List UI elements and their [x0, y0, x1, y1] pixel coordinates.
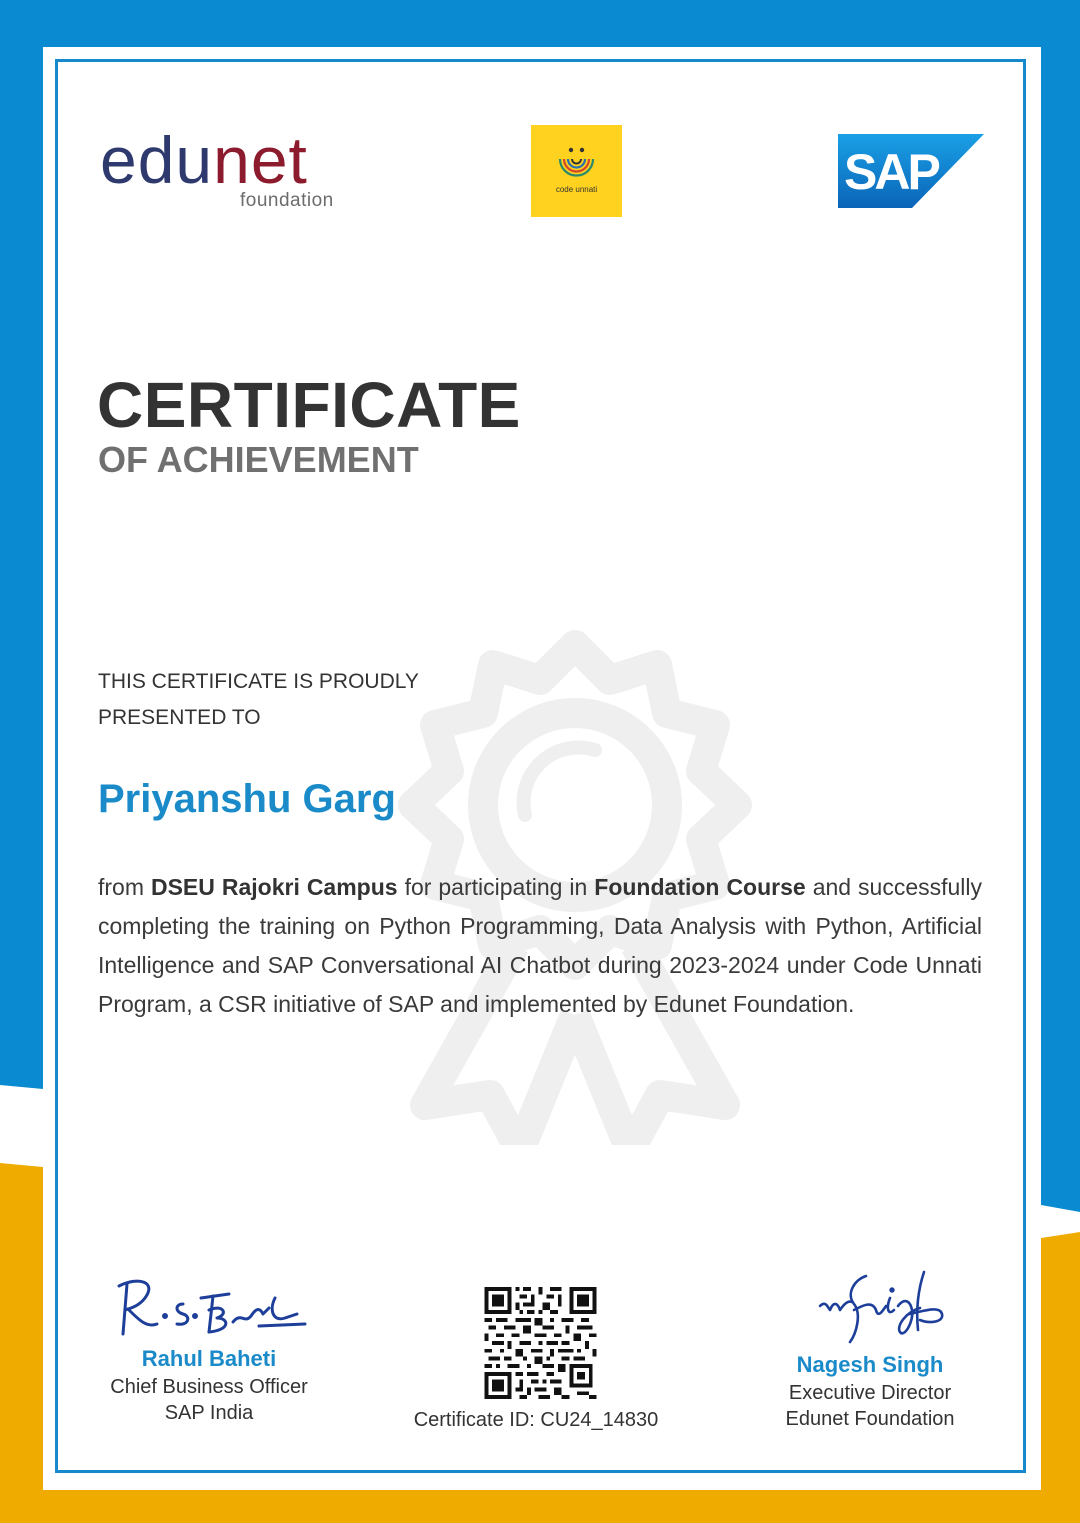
code-unnati-text: code unnati — [555, 185, 598, 194]
sap-logo — [838, 134, 984, 208]
signature-nagesh-singh-icon — [770, 1270, 970, 1348]
body-course: Foundation Course — [594, 874, 806, 900]
signatory-left-name: Rahul Baheti — [141, 1346, 277, 1371]
code-unnati-logo — [531, 125, 622, 217]
presented-to-label — [98, 664, 498, 736]
edunet-foundation-logo — [100, 120, 360, 220]
signature-rahul-baheti-icon — [109, 1270, 309, 1342]
signatory-left-org: SAP India — [164, 1402, 254, 1424]
signatory-right-role: Executive Director — [788, 1382, 952, 1404]
signatory-left-role: Chief Business Officer — [110, 1376, 308, 1398]
inner-border — [55, 59, 1026, 1473]
edunet-wordmark — [100, 120, 308, 200]
presented-line-2: PRESENTED TO — [98, 706, 261, 729]
signatory-left — [59, 1270, 359, 1426]
body-for: for participating in — [404, 874, 588, 900]
edunet-word-part2: net — [213, 123, 308, 197]
certificate-title: CERTIFICATE — [97, 369, 521, 441]
body-rest: and successfully completing the training on Python Programming, Data Analysis with Python, Artificial Intelligence and SAP Conversational AI Chatbot during 2023-2024 under Code Unnati Program, a CSR initiative of SAP and implemented by Edunet Foundation. — [98, 874, 983, 1017]
certificate-subtitle: OF ACHIEVEMENT — [98, 439, 419, 480]
signatory-right — [720, 1270, 1020, 1432]
body-from: from — [98, 874, 144, 900]
certificate-id: Certificate ID: CU24_14830 — [413, 1409, 659, 1431]
body-campus: DSEU Rajokri Campus — [150, 874, 398, 900]
edunet-word-part1: edu — [100, 123, 214, 197]
certificate-body — [98, 868, 982, 1024]
code-unnati-emblem-icon — [531, 125, 622, 217]
signatory-right-name: Nagesh Singh — [796, 1352, 944, 1377]
presented-line-1: THIS CERTIFICATE IS PROUDLY — [98, 670, 419, 693]
signatory-right-org: Edunet Foundation — [785, 1408, 955, 1430]
sap-logo-text: SAP — [844, 144, 938, 200]
recipient-name: Priyanshu Garg — [98, 777, 396, 821]
edunet-foundation-subtext: foundation — [240, 190, 334, 211]
qr-code-icon — [484, 1287, 597, 1399]
